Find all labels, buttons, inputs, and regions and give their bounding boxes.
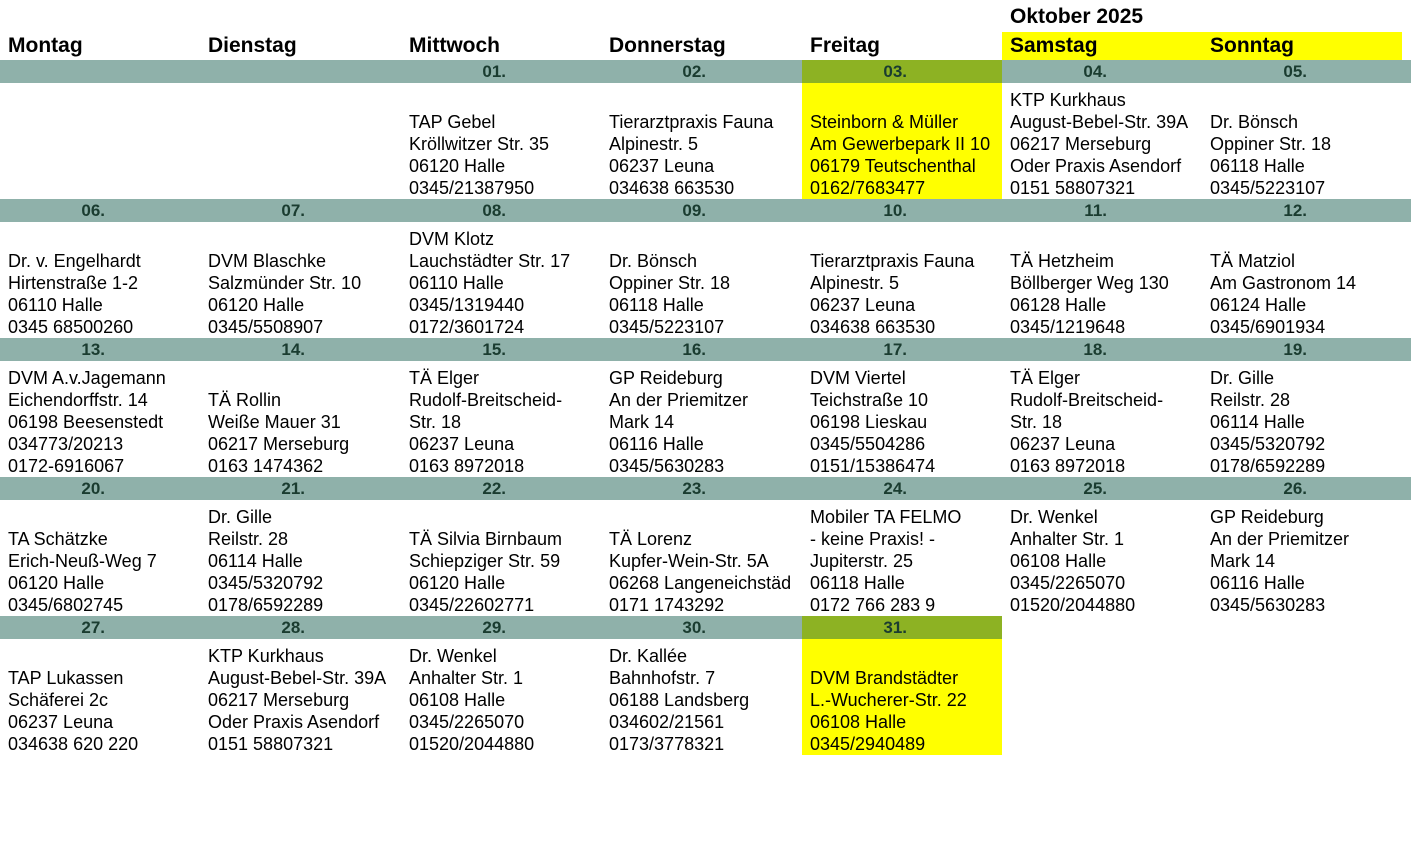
day-number: 03. <box>802 60 1002 83</box>
weekday-samstag: Samstag <box>1002 32 1202 60</box>
day-cell <box>0 361 200 477</box>
vet-practice-detail: 0345/5504286 <box>810 434 926 454</box>
vet-practice-detail: Salzmünder Str. 10 <box>208 273 362 293</box>
vet-practice-detail: 06110 Halle <box>8 295 103 315</box>
weekday-montag: Montag <box>8 34 83 57</box>
day-cell <box>802 361 1002 477</box>
vet-practice-detail: Rudolf-Breitscheid- <box>409 390 563 410</box>
day-number: 09. <box>682 201 706 220</box>
day-number: 18. <box>1083 340 1107 359</box>
vet-practice-name: KTP Kurkhaus <box>1010 90 1126 110</box>
day-cell <box>1002 639 1202 755</box>
vet-practice-detail: 06237 Leuna <box>1010 434 1116 454</box>
weekday-donnerstag: Donnerstag <box>609 34 726 57</box>
vet-practice-detail: Jupiterstr. 25 <box>810 551 914 571</box>
day-number: 11. <box>1084 201 1107 220</box>
vet-practice-name: Dr. Gille <box>1210 368 1275 388</box>
vet-practice-name: TÄ Rollin <box>208 390 282 410</box>
day-number: 24. <box>883 479 907 498</box>
day-number <box>200 60 400 83</box>
weekday-sonntag: Sonntag <box>1202 32 1402 60</box>
vet-practice-detail: Oppiner Str. 18 <box>1210 134 1332 154</box>
day-cell <box>1202 500 1402 616</box>
vet-practice-detail: 01520/2044880 <box>409 734 535 754</box>
vet-practice-name: TAP Gebel <box>409 112 496 132</box>
vet-practice-detail: 06114 Halle <box>208 551 303 571</box>
vet-practice-name: Dr. Bönsch <box>1210 112 1299 132</box>
vet-practice-detail: 0345/2940489 <box>810 734 926 754</box>
vet-practice-detail: 06217 Merseburg <box>208 690 350 710</box>
day-cell <box>1202 361 1402 477</box>
vet-practice-detail: 01520/2044880 <box>1010 595 1136 615</box>
vet-practice-name: TÄ Silvia Birnbaum <box>409 529 563 549</box>
vet-practice-detail: 06128 Halle <box>1010 295 1107 315</box>
day-cell <box>200 500 400 616</box>
vet-practice-detail: 0345/5223107 <box>609 317 725 337</box>
vet-practice-name: DVM A.v.Jagemann <box>8 368 166 388</box>
vet-practice-name: Tierarztpraxis Fauna <box>609 112 774 132</box>
vet-practice-detail: 0163 1474362 <box>208 456 324 476</box>
empty-date-area <box>1002 616 1411 639</box>
weekday-freitag: Freitag <box>810 34 881 57</box>
day-number <box>0 60 200 83</box>
vet-practice-detail: 06116 Halle <box>609 434 704 454</box>
vet-practice-detail: Alpinestr. 5 <box>810 273 900 293</box>
vet-practice-detail: Teichstraße 10 <box>810 390 929 410</box>
day-number: 19. <box>1283 340 1307 359</box>
vet-practice-name: TÄ Hetzheim <box>1010 251 1115 271</box>
vet-practice-detail: 0172/3601724 <box>409 317 525 337</box>
vet-practice-detail: Str. 18 <box>1010 412 1063 432</box>
vet-practice-detail: Mark 14 <box>1210 551 1276 571</box>
vet-practice-detail: Alpinestr. 5 <box>609 134 699 154</box>
vet-practice-detail: Reilstr. 28 <box>208 529 289 549</box>
vet-practice-detail: 0345/2265070 <box>1010 573 1126 593</box>
vet-practice-detail: 06118 Halle <box>1210 156 1305 176</box>
vet-practice-detail: 034638 620 220 <box>8 734 139 754</box>
day-cell <box>200 83 400 199</box>
vet-practice-detail: Schäferei 2c <box>8 690 109 710</box>
day-number: 17. <box>883 340 907 359</box>
day-cell <box>601 83 801 199</box>
day-number: 21. <box>281 479 305 498</box>
vet-practice-detail: Am Gastronom 14 <box>1210 273 1357 293</box>
vet-practice-detail: 06116 Halle <box>1210 573 1305 593</box>
vet-practice-detail: 0178/6592289 <box>208 595 324 615</box>
vet-practice-detail: 06108 Halle <box>1010 551 1107 571</box>
vet-practice-detail: Kröllwitzer Str. 35 <box>409 134 550 154</box>
day-number: 30. <box>682 618 706 637</box>
day-number: 20. <box>81 479 105 498</box>
vet-practice-detail: 0151 58807321 <box>1010 178 1136 198</box>
day-number: 05. <box>1283 62 1307 81</box>
vet-practice-name: GP Reideburg <box>609 368 723 388</box>
vet-practice-name: DVM Viertel <box>810 368 906 388</box>
day-number: 22. <box>482 479 506 498</box>
day-cell <box>1202 222 1402 338</box>
day-cell <box>1002 361 1202 477</box>
vet-practice-detail: 0172 766 283 9 <box>810 595 936 615</box>
day-number: 08. <box>482 201 506 220</box>
vet-practice-detail: 06217 Merseburg <box>1010 134 1152 154</box>
day-cell <box>0 83 200 199</box>
day-number: 06. <box>81 201 105 220</box>
vet-practice-detail: 0345/5508907 <box>208 317 324 337</box>
vet-practice-detail: 034638 663530 <box>609 178 735 198</box>
vet-practice-detail: 0345 68500260 <box>8 317 134 337</box>
day-cell <box>401 83 601 199</box>
day-cell <box>601 361 801 477</box>
vet-practice-detail: 06118 Halle <box>609 295 704 315</box>
day-cell <box>0 500 200 616</box>
day-number: 02. <box>682 62 706 81</box>
day-cell <box>1002 222 1202 338</box>
day-number: 13. <box>81 340 105 359</box>
day-number: 07. <box>281 201 305 220</box>
vet-practice-detail: 06237 Leuna <box>8 712 114 732</box>
vet-practice-detail: August-Bebel-Str. 39A <box>1010 112 1189 132</box>
day-cell <box>1202 83 1402 199</box>
vet-practice-detail: 0345/6901934 <box>1210 317 1326 337</box>
vet-practice-name: Dr. Wenkel <box>1010 507 1098 527</box>
vet-practice-detail: 0345/1219648 <box>1010 317 1126 337</box>
day-number: 28. <box>281 618 305 637</box>
day-number: 27. <box>81 618 105 637</box>
week-date-bar <box>0 199 1411 222</box>
vet-practice-name: Dr. Bönsch <box>609 251 698 271</box>
weekday-dienstag: Dienstag <box>208 34 297 57</box>
day-cell <box>200 639 400 755</box>
vet-practice-detail: August-Bebel-Str. 39A <box>208 668 387 688</box>
day-cell <box>401 500 601 616</box>
vet-practice-detail: 0171 1743292 <box>609 595 725 615</box>
vet-practice-detail: Oder Praxis Asendorf <box>1010 156 1182 176</box>
vet-practice-detail: 06188 Landsberg <box>609 690 750 710</box>
day-cell <box>200 361 400 477</box>
vet-practice-detail: 06120 Halle <box>208 295 305 315</box>
vet-practice-detail: L.-Wucherer-Str. 22 <box>810 690 967 710</box>
vet-practice-detail: 06237 Leuna <box>810 295 916 315</box>
vet-practice-detail: 0151/15386474 <box>810 456 936 476</box>
day-number: 01. <box>482 62 506 81</box>
day-number: 26. <box>1283 479 1307 498</box>
vet-practice-detail: Böllberger Weg 130 <box>1010 273 1169 293</box>
vet-practice-name: TÄ Elger <box>409 368 480 388</box>
vet-practice-detail: 06268 Langeneichstäd <box>609 573 792 593</box>
day-number: 31. <box>802 616 1002 639</box>
vet-practice-detail: 06124 Halle <box>1210 295 1307 315</box>
day-cell <box>802 83 1002 199</box>
vet-practice-detail: 06120 Halle <box>409 573 506 593</box>
vet-practice-detail: 06108 Halle <box>810 712 907 732</box>
day-number: 15. <box>482 340 506 359</box>
week-date-bar <box>0 616 1411 639</box>
vet-practice-detail: Kupfer-Wein-Str. 5A <box>609 551 769 571</box>
vet-practice-detail: 034773/20213 <box>8 434 124 454</box>
vet-practice-detail: An der Priemitzer <box>609 390 749 410</box>
vet-practice-detail: Str. 18 <box>409 412 462 432</box>
vet-practice-detail: 06110 Halle <box>409 273 504 293</box>
vet-practice-detail: 06118 Halle <box>810 573 905 593</box>
vet-practice-detail: 0345/1319440 <box>409 295 525 315</box>
vet-practice-detail: 0162/7683477 <box>810 178 926 198</box>
vet-practice-detail: 06120 Halle <box>409 156 506 176</box>
vet-practice-detail: 06108 Halle <box>409 690 506 710</box>
vet-practice-detail: 06179 Teutschenthal <box>810 156 976 176</box>
vet-practice-name: Tierarztpraxis Fauna <box>810 251 975 271</box>
day-cell <box>1002 500 1202 616</box>
vet-practice-detail: Schiepziger Str. 59 <box>409 551 561 571</box>
vet-practice-name: TÄ Lorenz <box>609 529 693 549</box>
day-number: 25. <box>1083 479 1107 498</box>
vet-practice-detail: 0345/21387950 <box>409 178 535 198</box>
vet-practice-detail: Weiße Mauer 31 <box>208 412 341 432</box>
vet-practice-detail: Oder Praxis Asendorf <box>208 712 380 732</box>
vet-practice-name: Steinborn & Müller <box>810 112 959 132</box>
vet-practice-detail: Mark 14 <box>609 412 675 432</box>
vet-practice-detail: Eichendorffstr. 14 <box>8 390 148 410</box>
vet-practice-name: Dr. v. Engelhardt <box>8 251 141 271</box>
day-cell <box>0 222 200 338</box>
vet-practice-detail: Erich-Neuß-Weg 7 <box>8 551 157 571</box>
weekday-mittwoch: Mittwoch <box>409 34 500 57</box>
vet-practice-detail: Hirtenstraße 1-2 <box>8 273 139 293</box>
vet-practice-name: DVM Brandstädter <box>810 668 959 688</box>
vet-practice-detail: Rudolf-Breitscheid- <box>1010 390 1164 410</box>
vet-practice-detail: 06198 Lieskau <box>810 412 928 432</box>
day-cell <box>802 222 1002 338</box>
vet-practice-detail: 0345/5223107 <box>1210 178 1326 198</box>
vet-practice-name: TÄ Matziol <box>1210 251 1296 271</box>
vet-practice-detail: Bahnhofstr. 7 <box>609 668 716 688</box>
vet-practice-detail: 06198 Beesenstedt <box>8 412 164 432</box>
vet-practice-name: TAP Lukassen <box>8 668 124 688</box>
vet-practice-detail: 0345/5320792 <box>208 573 324 593</box>
vet-practice-name: Dr. Kallée <box>609 646 688 666</box>
day-cell <box>0 639 200 755</box>
vet-practice-detail: 0345/22602771 <box>409 595 535 615</box>
vet-practice-name: Mobiler TA FELMO <box>810 507 962 527</box>
day-cell <box>601 500 801 616</box>
vet-practice-detail: - keine Praxis! - <box>810 529 936 549</box>
day-cell <box>601 222 801 338</box>
vet-practice-detail: 034602/21561 <box>609 712 725 732</box>
vet-practice-detail: 0345/5630283 <box>609 456 725 476</box>
day-number: 14. <box>281 340 305 359</box>
day-cell <box>401 639 601 755</box>
vet-practice-detail: 0345/5630283 <box>1210 595 1326 615</box>
vet-practice-detail: 0178/6592289 <box>1210 456 1326 476</box>
vet-practice-detail: An der Priemitzer <box>1210 529 1350 549</box>
day-cell <box>802 500 1002 616</box>
vet-practice-detail: 0163 8972018 <box>1010 456 1126 476</box>
vet-practice-detail: 06237 Leuna <box>409 434 515 454</box>
day-cell <box>1002 83 1202 199</box>
vet-practice-detail: 06237 Leuna <box>609 156 715 176</box>
vet-practice-detail: 0345/6802745 <box>8 595 124 615</box>
vet-practice-name: KTP Kurkhaus <box>208 646 324 666</box>
week-date-bar <box>0 477 1411 500</box>
day-cell <box>401 222 601 338</box>
month-title: Oktober 2025 <box>1010 5 1144 28</box>
day-cell <box>401 361 601 477</box>
vet-practice-name: GP Reideburg <box>1210 507 1324 527</box>
vet-practice-detail: 0345/2265070 <box>409 712 525 732</box>
vet-practice-name: Dr. Wenkel <box>409 646 497 666</box>
week-date-bar <box>0 338 1411 361</box>
vet-practice-detail: 06120 Halle <box>8 573 105 593</box>
vet-practice-detail: 06114 Halle <box>1210 412 1305 432</box>
day-cell <box>802 639 1002 755</box>
day-number: 23. <box>682 479 706 498</box>
day-number: 10. <box>883 201 907 220</box>
vet-practice-detail: 0163 8972018 <box>409 456 525 476</box>
day-cell <box>200 222 400 338</box>
day-number: 04. <box>1083 62 1107 81</box>
vet-practice-detail: 0151 58807321 <box>208 734 334 754</box>
vet-practice-name: DVM Klotz <box>409 229 495 249</box>
vet-practice-detail: 034638 663530 <box>810 317 936 337</box>
vet-practice-detail: Lauchstädter Str. 17 <box>409 251 571 271</box>
vet-practice-detail: 0173/3778321 <box>609 734 725 754</box>
vet-practice-name: TÄ Elger <box>1010 368 1081 388</box>
week-date-bar <box>0 60 1411 83</box>
day-number: 12. <box>1283 201 1307 220</box>
vet-practice-detail: Reilstr. 28 <box>1210 390 1291 410</box>
day-number: 29. <box>482 618 506 637</box>
vet-practice-detail: Anhalter Str. 1 <box>1010 529 1125 549</box>
vet-practice-detail: 0345/5320792 <box>1210 434 1326 454</box>
vet-practice-detail: Oppiner Str. 18 <box>609 273 731 293</box>
day-cell <box>601 639 801 755</box>
vet-practice-detail: Am Gewerbepark II 10 <box>810 134 991 154</box>
vet-practice-name: TA Schätzke <box>8 529 108 549</box>
vet-practice-name: DVM Blaschke <box>208 251 327 271</box>
day-cell <box>1202 639 1402 755</box>
vet-practice-detail: Anhalter Str. 1 <box>409 668 524 688</box>
vet-practice-detail: 0172-6916067 <box>8 456 125 476</box>
vet-practice-name: Dr. Gille <box>208 507 273 527</box>
day-number: 16. <box>682 340 706 359</box>
vet-practice-detail: 06217 Merseburg <box>208 434 350 454</box>
